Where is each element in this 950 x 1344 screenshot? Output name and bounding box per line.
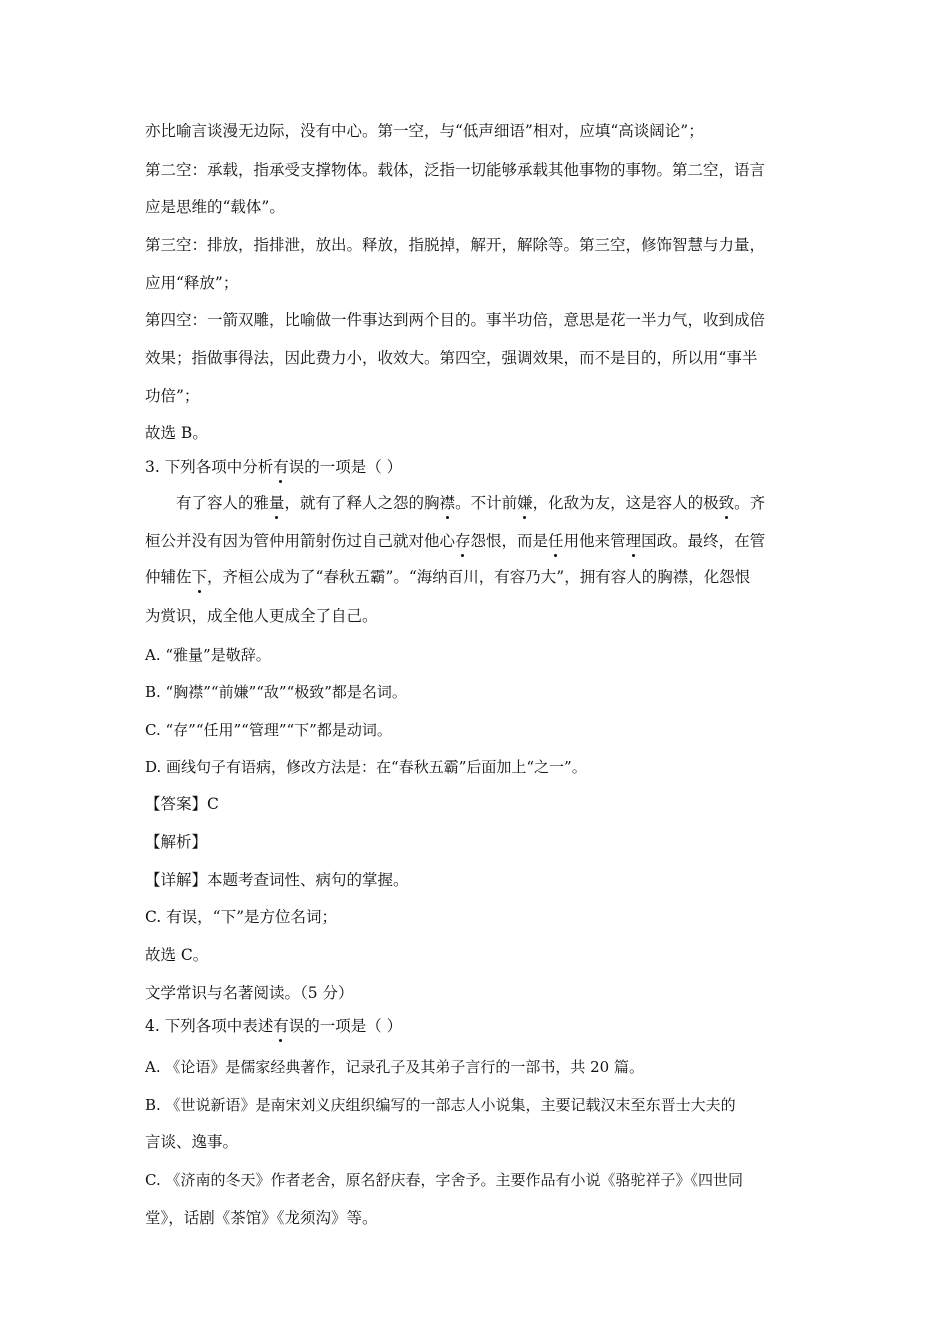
text-segment: 故选 C。	[145, 946, 209, 964]
text-segment: 文学常识与名著阅读。（5 分）	[145, 984, 354, 1002]
text-line	[145, 426, 208, 442]
text-segment: 【详解】本题考查词性、病句的掌握。	[145, 871, 409, 889]
emphasis-char: 襟	[439, 494, 456, 512]
text-segment: 应用“释放”；	[145, 274, 239, 292]
text-segment: C. “存”“任用”“管理”“下”都是动词。	[145, 721, 392, 739]
text-segment: 言谈、逸事。	[145, 1133, 239, 1151]
text-segment: 【答案】C	[145, 795, 219, 813]
emphasis-char: 致	[718, 494, 735, 512]
text-segment: 怨恨，而是	[470, 532, 549, 550]
text-line	[145, 1173, 743, 1188]
emphasis-char: 有	[273, 1017, 289, 1035]
emphasis-char: 存	[455, 532, 471, 550]
text-line	[145, 609, 378, 625]
text-segment: ，化敌为友，这是容人的极	[532, 494, 719, 512]
text-segment: B. “胸襟”“前嫌”“敌”“极致”都是名词。	[145, 683, 407, 701]
text-segment: 第二空：承载，指承受支撑物体。载体，泛指一切能够承载其他事物的事物。第二空，语言	[145, 161, 766, 179]
text-line	[145, 873, 409, 889]
text-line	[145, 1135, 238, 1151]
text-line	[145, 460, 402, 476]
text-segment: 【解析】	[145, 833, 208, 851]
text-segment: 误的一项是（ ）	[288, 1017, 403, 1035]
text-segment: 第四空：一箭双雕，比喻做一件事达到两个目的。事半功倍，意思是花一半力气，收到成倍	[145, 311, 766, 329]
text-line	[176, 496, 765, 512]
text-line	[145, 986, 354, 1002]
text-line	[145, 124, 704, 140]
text-line	[145, 1211, 378, 1227]
text-line	[145, 1019, 402, 1035]
text-segment: 。不计前	[455, 494, 518, 512]
text-line	[145, 200, 285, 216]
text-line	[145, 910, 337, 926]
text-segment: 3. 下列各项中分析	[145, 458, 274, 476]
emphasis-char: 下	[191, 568, 208, 586]
text-segment: B. 《世说新语》是南宋刘义庆组织编写的一部志人小说集，主要记载汉末至东晋士大夫的	[145, 1096, 736, 1114]
text-segment: ，齐桓公成为了“春秋五霸”。“海纳百川，有容乃大”，拥有容人的胸襟，化怨恨	[207, 568, 751, 586]
text-line	[145, 389, 199, 405]
text-segment: 。齐	[734, 494, 766, 512]
text-line	[145, 570, 750, 586]
text-segment: 用他来管	[563, 532, 626, 550]
text-line	[145, 1060, 644, 1075]
text-segment: C. 有误，“下”是方位名词；	[145, 908, 338, 926]
text-line	[145, 948, 208, 964]
text-segment: 功倍”；	[145, 387, 200, 405]
text-segment: A. 《论语》是儒家经典著作，记录孔子及其弟子言行的一部书，共 20 篇。	[145, 1058, 644, 1076]
text-line	[145, 797, 219, 813]
emphasis-char: 量	[269, 494, 285, 512]
text-segment: 有了容人的雅	[176, 494, 270, 512]
text-segment: ，就有了释人之怨的胸	[284, 494, 440, 512]
text-segment: 桓公并没有因为管仲用箭射伤过自己就对他心	[145, 532, 456, 550]
text-segment: C. 《济南的冬天》作者老舍，原名舒庆春，字舍予。主要作品有小说《骆驼祥子》《四世同	[145, 1171, 743, 1189]
text-segment: 误的一项是（ ）	[288, 458, 403, 476]
text-segment: 应是思维的“载体”。	[145, 198, 285, 216]
text-segment: 为赏识，成全他人更成全了自己。	[145, 607, 378, 625]
emphasis-char: 任	[548, 532, 564, 550]
text-segment: A. “雅量”是敬辞。	[145, 646, 271, 664]
text-line	[145, 760, 587, 775]
emphasis-char: 有	[273, 458, 289, 476]
text-line	[145, 276, 238, 292]
text-line	[145, 351, 757, 367]
text-segment: 国政。最终，在管	[641, 532, 766, 550]
text-segment: 亦比喻言谈漫无边际，没有中心。第一空，与“低声细语”相对，应填“高谈阔论”；	[145, 122, 704, 140]
text-line	[145, 1098, 736, 1113]
text-line	[145, 835, 207, 851]
text-line	[145, 238, 765, 254]
text-line	[145, 648, 271, 663]
text-segment: 第三空：排放，指排泄，放出。释放，指脱掉，解开，解除等。第三空，修饰智慧与力量，	[145, 236, 766, 254]
text-line	[145, 534, 765, 550]
text-line	[145, 685, 407, 700]
text-line	[145, 313, 765, 329]
text-segment: 4. 下列各项中表述	[145, 1017, 274, 1035]
text-segment: 堂》，话剧《茶馆》《龙须沟》等。	[145, 1209, 378, 1227]
text-segment: D. 画线句子有语病，修改方法是：在“春秋五霸”后面加上“之一”。	[145, 758, 587, 776]
emphasis-char: 嫌	[517, 494, 533, 512]
text-line	[145, 723, 392, 738]
text-segment: 效果；指做事得法，因此费力小，收效大。第四空，强调效果，而不是目的，所以用“事半	[145, 349, 758, 367]
text-segment: 故选 B。	[145, 424, 208, 442]
text-line	[145, 163, 765, 179]
emphasis-char: 理	[625, 532, 642, 550]
text-segment: 仲辅佐	[145, 568, 192, 586]
